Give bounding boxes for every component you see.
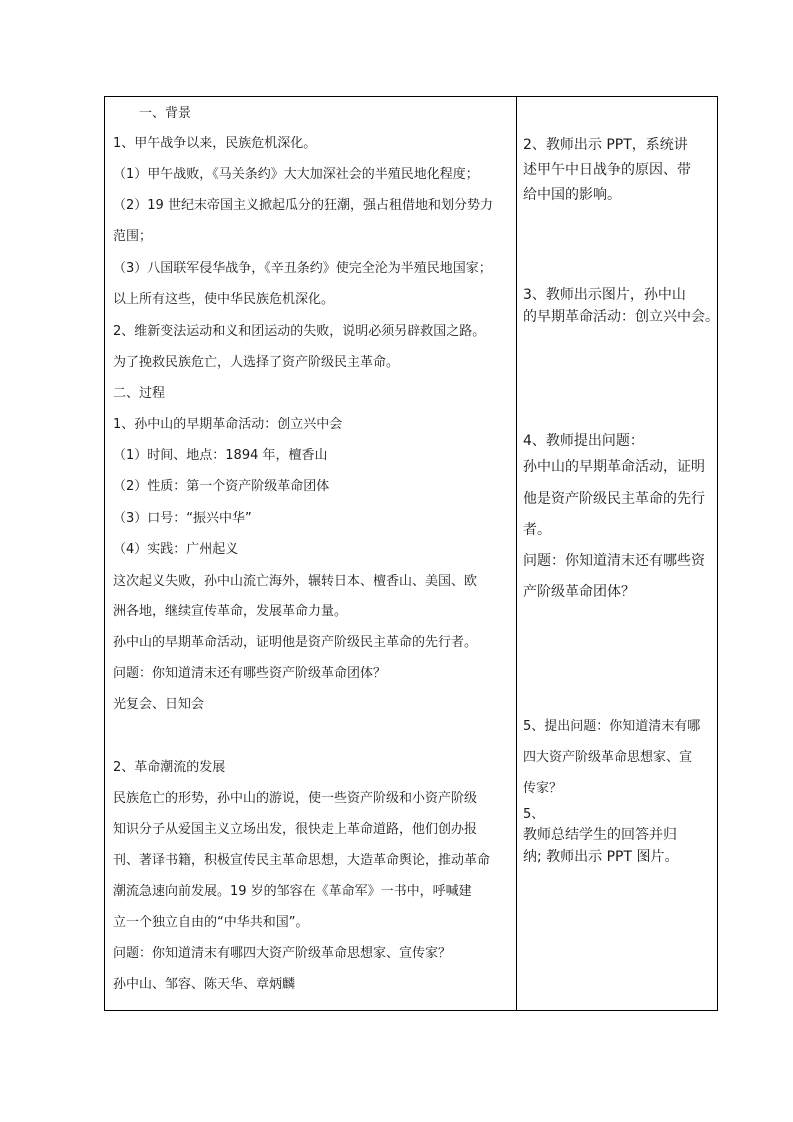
left-line: 问题：你知道清末有哪四大资产阶级革命思想家、宣传家？: [113, 946, 452, 961]
right-line: 四大资产阶级革命思想家、宣: [523, 750, 693, 765]
right-line: 者。: [523, 522, 551, 538]
left-line: 范围；: [113, 229, 153, 244]
left-line: 2、革命潮流的发展: [113, 760, 226, 775]
right-line: 3、教师出示图片，孙中山: [523, 287, 686, 303]
left-line: 2、维新变法运动和义和团运动的失败，说明必须另辟救国之路。: [113, 324, 486, 339]
lesson-table: [104, 96, 718, 1011]
left-line: 一、背景: [113, 106, 192, 121]
left-line: （3）八国联军侵华战争，《辛丑条约》使完全沦为半殖民地国家；: [113, 261, 492, 276]
left-line: 孙中山的早期革命活动，证明他是资产阶级民主革命的先行者。: [113, 635, 478, 650]
right-line: 给中国的影响。: [523, 187, 621, 203]
right-line: 孙中山的早期革命活动，证明: [523, 459, 705, 475]
left-line: 问题：你知道清末还有哪些资产阶级革命团体？: [113, 666, 387, 681]
left-line: 1、甲午战争以来，民族危机深化。: [113, 136, 317, 151]
left-line: （1）时间、地点：1894 年，檀香山: [113, 448, 328, 463]
right-line: 产阶级革命团体？: [523, 584, 635, 600]
left-line: 知识分子从爱国主义立场出发，很快走上革命道路，他们创办报: [113, 822, 478, 837]
left-line: 为了挽救民族危亡，人选择了资产阶级民主革命。: [113, 355, 400, 370]
right-line: 5、: [523, 807, 545, 822]
right-line: 5、提出问题：你知道清末有哪: [523, 719, 701, 734]
right-line: 教师总结学生的回答并归: [523, 827, 677, 843]
left-line: 洲各地，继续宣传革命，发展革命力量。: [113, 604, 348, 619]
left-line: 1、孙中山的早期革命活动：创立兴中会: [113, 417, 343, 432]
right-line: 4、教师提出问题：: [523, 433, 644, 449]
right-line: 他是资产阶级民主革命的先行: [523, 491, 705, 507]
left-line: 二、过程: [113, 386, 166, 401]
left-line: 立一个独立自由的“中华共和国”。: [113, 915, 309, 930]
left-line: （2）性质：第一个资产阶级革命团体: [113, 479, 330, 494]
left-line: 以上所有这些，使中华民族危机深化。: [113, 292, 335, 307]
right-line: 2、教师出示 PPT，系统讲: [523, 137, 688, 153]
column-divider: [516, 97, 517, 1010]
left-line: （2）19 世纪末帝国主义掀起瓜分的狂潮，强占租借地和划分势力: [113, 198, 493, 213]
left-line: 潮流急速向前发展。19 岁的邹容在《革命军》一书中，呼喊建: [113, 884, 472, 899]
left-line: 这次起义失败，孙中山流亡海外，辗转日本、檀香山、美国、欧: [113, 574, 478, 589]
right-line: 的早期革命活动：创立兴中会。: [523, 309, 719, 325]
left-line: （1）甲午战败，《马关条约》大大加深社会的半殖民地化程度；: [113, 167, 479, 182]
left-line: （4）实践：广州起义: [113, 542, 239, 557]
right-line: 问题：你知道清末还有哪些资: [523, 553, 705, 569]
left-line: （3）口号：“振兴中华”: [113, 511, 252, 526]
left-line: 孙中山、邹容、陈天华、章炳麟: [113, 977, 296, 992]
left-line: 光复会、日知会: [113, 697, 205, 712]
right-line: 纳; 教师出示 PPT 图片。: [523, 849, 679, 865]
right-line: 传家？: [523, 781, 563, 796]
left-line: 刊、著译书籍，积极宣传民主革命思想，大造革命舆论，推动革命: [113, 853, 491, 868]
right-line: 述甲午中日战争的原因、带: [523, 162, 691, 178]
left-line: 民族危亡的形势，孙中山的游说，使一些资产阶级和小资产阶级: [113, 791, 478, 806]
